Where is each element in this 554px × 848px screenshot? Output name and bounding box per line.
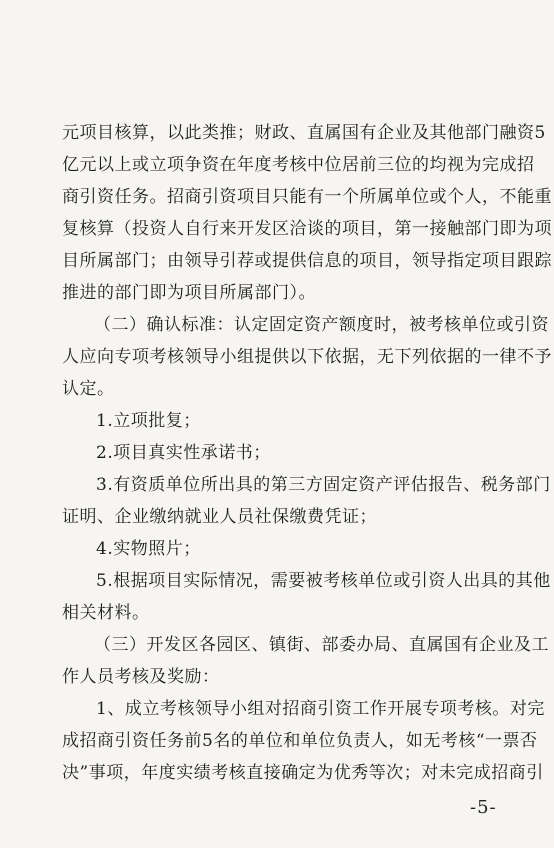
text-line: 作人员考核及奖励： [62,667,220,687]
body-text [62,117,552,789]
text-line: 相关材料。 [62,603,150,623]
text-line: 人应向专项考核领导小组提供以下依据，无下列依据的一律不予 [62,347,552,367]
section-heading-2: （二）确认标准：认定固定资产额度时，被考核单位或引资 [94,315,549,335]
list-item: 5.根据项目实际情况，需要被考核单位或引资人出具的其他 [96,571,551,591]
text-line: 亿元以上或立项争资在年度考核中位居前三位的均视为完成招 [62,155,535,175]
paragraph-start: 1、成立考核领导小组对招商引资工作开展专项考核。对完 [96,699,545,719]
section-heading-3: （三）开发区各园区、镇街、部委办局、直属国有企业及工 [94,635,549,655]
page-number: -5- [470,797,497,818]
list-item: 1.立项批复； [96,411,201,431]
list-item: 3.有资质单位所出具的第三方固定资产评估报告、税务部门 [96,475,551,495]
text-line: 决”事项，年度实绩考核直接确定为优秀等次；对未完成招商引 [62,763,544,783]
text-line: 认定。 [62,379,115,399]
list-item: 2.项目真实性承诺书； [96,443,271,463]
text-line: 复核算（投资人自行来开发区洽谈的项目，第一接触部门即为项 [62,219,552,239]
text-line: 推进的部门即为项目所属部门）。 [62,283,316,303]
text-line: 证明、企业缴纳就业人员社保缴费凭证； [62,507,377,527]
text-line: 元项目核算，以此类推；财政、直属国有企业及其他部门融资5 [62,123,546,143]
text-line: 成招商引资任务前5名的单位和单位负责人，如无考核“一票否 [62,731,538,751]
text-line: 商引资任务。招商引资项目只能有一个所属单位或个人，不能重 [62,187,552,207]
list-item: 4.实物照片； [96,539,201,559]
text-line: 目所属部门；由领导引荐或提供信息的项目，领导指定项目跟踪 [62,251,552,271]
